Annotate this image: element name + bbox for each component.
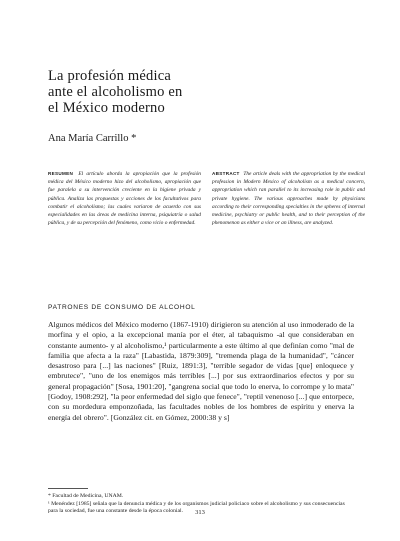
article-title (48, 68, 348, 116)
abstract-text: El artículo aborda la apropiación que la profesión médica del México moderno hizo del alcoholismo, apropiación que fue paralela a su intervención creciente en la higiene privada y pública. Analiza las propuestas y acciones de los facultativos para combatir el alcoholismo; las cuales variaron de acuerdo con sus especialidades en las áreas de medicina interna, psiquiatría o salud pública, y de su percepción del fenómeno, como vicio o enfermedad. (48, 171, 201, 227)
abstract-label: RESUMEN (48, 171, 74, 176)
title-line: el México moderno (48, 100, 165, 116)
footnote: ¹ Menéndez [1985] señala que la denuncia médica y de los organismos judicial policiaco sobre el alcoholismo y sus consecuencias para la sociedad, fue una constante desde la época colonial. (48, 500, 345, 515)
title-line: La profesión médica (48, 68, 171, 84)
abstract-label: ABSTRACT (212, 171, 240, 176)
title-line: ante el alcoholismo en (48, 84, 183, 100)
footnote: * Facultad de Medicina, UNAM. (48, 493, 124, 499)
author-name: Ana María Carrillo * (48, 133, 137, 144)
abstract-english (212, 170, 365, 227)
section-heading: PATRONES DE CONSUMO DE ALCOHOL (48, 304, 196, 311)
body-paragraph: Algunos médicos del México moderno (1867-1910) dirigieron su atención al uso inmoderado de la morfina y el opio, a la excepcional manía por el éter, al tabaquismo -al que consideraban en constante aumento- y al alcoholismo,¹ particularmente a este último al que definían como "mal de familia que afecta a la raza" [Labastida, 1879:309], "tremenda plaga de la humanidad", "cáncer desastroso para [...] las naciones" [Ruiz, 1891:3], "terrible segador de vidas [que] enloquece y embrutece", "uno de los enemigos más terribles [...] por sus extraordinarios efectos y por su general propagación" [Sosa, 1901:20], "gangrena social que todo lo enerva, lo corrompe y lo mata" [Godoy, 1908:292], "la peor enfermedad del siglo que fenece", "reptil venenoso [...] que entorpece, con su mordedura emponzoñada, las facultades nobles de los hombres de espíritu y enerva la energía del obrero". [González cit. en Gómez, 2000:38 y s] (48, 320, 354, 422)
page-number: 313 (195, 509, 205, 516)
footnote-divider (48, 488, 88, 489)
abstract-spanish (48, 170, 201, 227)
abstract-text: The article deals with the appropriation by the medical profession in Modern Mexico of alcoholism as a medical concern, appropriation which ran parallel to its increasing role in public and private hygiene. The various approaches made by physicians according to their corresponding specialties in the spheres of internal medicine, psychiatry or public health, and to their perception of the phenomenon as either a vice or an illness, are analyzed. (212, 171, 365, 227)
